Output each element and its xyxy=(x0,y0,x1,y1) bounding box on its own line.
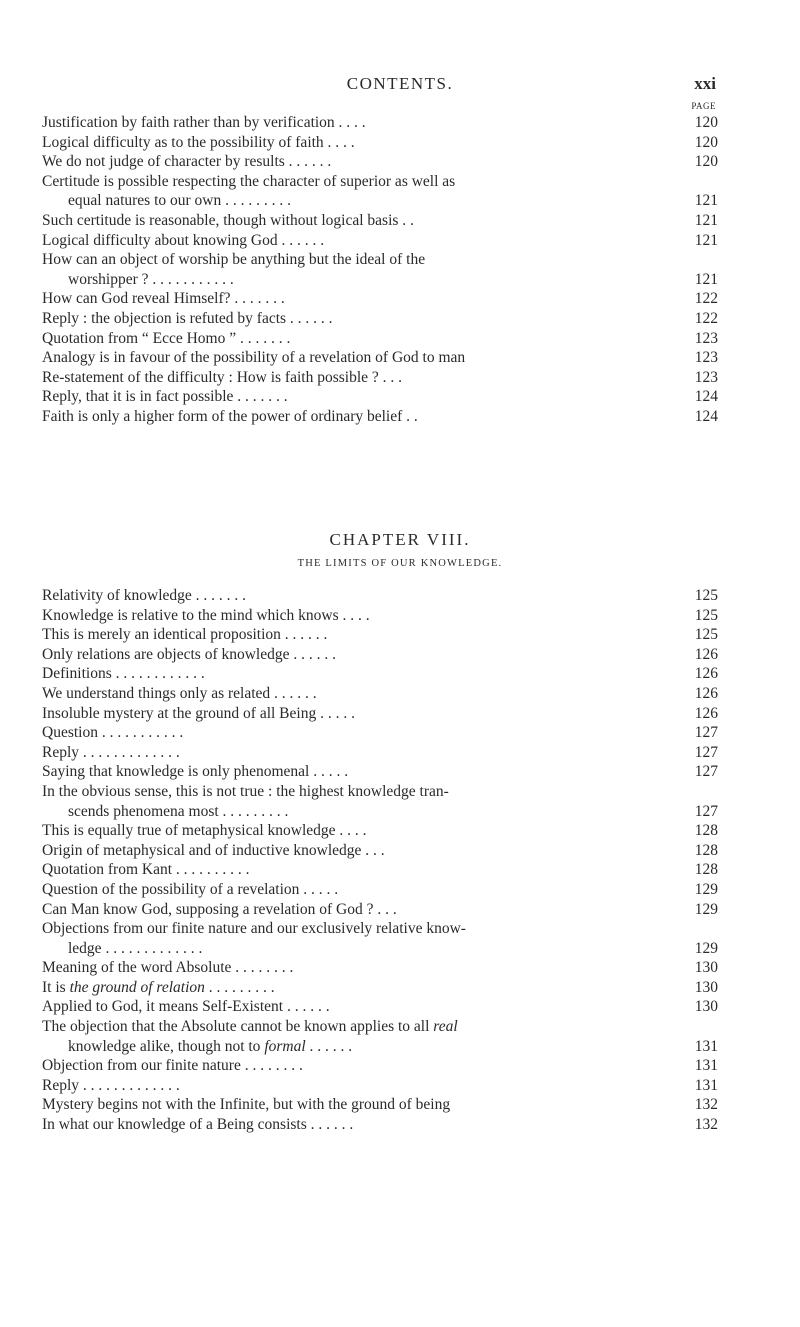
contents-entry xyxy=(42,289,718,309)
contents-entry xyxy=(42,704,718,724)
contents-entry xyxy=(42,919,718,939)
entry-text xyxy=(42,1017,458,1037)
entry-text: Applied to God, it means Self-Existent . . . . . . xyxy=(42,998,330,1016)
entry-text: Faith is only a higher form of the power of ordinary belief . . xyxy=(42,407,418,425)
contents-entry xyxy=(42,1037,718,1057)
contents-entry xyxy=(42,939,718,959)
entry-page-number: 121 xyxy=(694,231,718,249)
contents-entry xyxy=(42,1056,718,1076)
entry-text: Justification by faith rather than by verification . . . . xyxy=(42,114,366,131)
entry-page-number: 126 xyxy=(694,684,718,702)
entry-text: Analogy is in favour of the possibility of a revelation of God to man xyxy=(42,349,466,367)
entry-page-number: 127 xyxy=(694,724,718,742)
entry-text: scends phenomena most . . . . . . . . . xyxy=(68,802,289,820)
entry-text: Reply, that it is in fact possible . . . . . . . xyxy=(42,388,288,406)
entry-text: How can God reveal Himself? . . . . . . . xyxy=(42,290,285,308)
contents-entry xyxy=(42,211,718,231)
entry-text: We do not judge of character by results . . . . . . xyxy=(42,153,332,171)
entry-page-number: 123 xyxy=(694,349,718,367)
entry-text-italic: real xyxy=(433,1018,458,1036)
contents-entry xyxy=(42,723,718,743)
contents-entry xyxy=(42,606,718,626)
entry-text: worshipper ? . . . . . . . . . . . xyxy=(68,270,234,288)
entry-page-number: 129 xyxy=(694,900,718,918)
entry-text: Objections from our finite nature and our exclusively relative know- xyxy=(42,920,466,938)
entry-text: Such certitude is reasonable, though without logical basis . . xyxy=(42,211,414,229)
entry-page-number: 123 xyxy=(694,329,718,347)
entry-text-part: The objection that the Absolute cannot be known applies to all xyxy=(42,1018,434,1036)
entry-text-part: knowledge alike, though not to xyxy=(68,1037,265,1055)
contents-entry xyxy=(42,586,718,606)
entry-page-number: 132 xyxy=(694,1096,718,1114)
entry-page-number: 128 xyxy=(694,841,718,859)
entry-page-number: 126 xyxy=(694,665,718,683)
contents-entry xyxy=(42,743,718,763)
entry-page-number: 129 xyxy=(694,939,718,957)
entry-text: equal natures to our own . . . . . . . . . xyxy=(68,192,291,210)
entry-text: Origin of metaphysical and of inductive knowledge . . . xyxy=(42,841,385,859)
contents-entry xyxy=(42,270,718,290)
contents-entry xyxy=(42,191,718,211)
entry-text: We understand things only as related . . . . . . xyxy=(42,684,317,702)
chapter-heading: CHAPTER VIII. xyxy=(329,530,471,549)
entry-page-number: 132 xyxy=(694,1116,718,1134)
contents-entry xyxy=(42,1017,718,1037)
entry-page-number: 122 xyxy=(694,309,718,327)
entry-text: In the obvious sense, this is not true : the highest knowledge tran- xyxy=(42,782,449,800)
contents-entry xyxy=(42,133,718,153)
entry-page-number: 131 xyxy=(694,1057,718,1075)
contents-entry xyxy=(42,997,718,1017)
contents-entry xyxy=(42,958,718,978)
contents-entry xyxy=(42,152,718,172)
entry-text: Saying that knowledge is only phenomenal . . . . . xyxy=(42,763,349,781)
contents-entry xyxy=(42,821,718,841)
entry-page-number: 125 xyxy=(694,626,718,644)
contents-entry xyxy=(42,900,718,920)
contents-entry xyxy=(42,387,718,407)
contents-entry xyxy=(42,762,718,782)
contents-entry xyxy=(42,329,718,349)
entry-page-number: 123 xyxy=(694,368,718,386)
entry-page-number: 124 xyxy=(694,407,718,425)
entry-text: How can an object of worship be anything but the ideal of the xyxy=(42,251,426,269)
entry-text-italic: the ground of relation xyxy=(69,978,205,996)
entry-text: This is equally true of metaphysical knowledge . . . . xyxy=(42,822,367,840)
entry-text: Relativity of knowledge . . . . . . . xyxy=(42,587,247,604)
entry-text: Certitude is possible respecting the character of superior as well as xyxy=(42,172,456,190)
entry-text: Quotation from “ Ecce Homo ” . . . . . . . xyxy=(42,329,291,347)
entry-page-number: 130 xyxy=(694,998,718,1016)
contents-list-chapter-vii xyxy=(42,113,718,427)
entry-page-number: 120 xyxy=(694,133,718,151)
entry-page-number: 126 xyxy=(694,704,718,722)
contents-entry xyxy=(42,250,718,270)
entry-text: Knowledge is relative to the mind which knows . . . . xyxy=(42,606,370,624)
entry-text: Quotation from Kant . . . . . . . . . . xyxy=(42,861,250,879)
contents-entry xyxy=(42,645,718,665)
contents-list-chapter-viii xyxy=(42,586,718,1135)
entry-text: Mystery begins not with the Infinite, but with the ground of being xyxy=(42,1096,451,1114)
running-head xyxy=(0,74,800,96)
contents-entry xyxy=(42,231,718,251)
entry-page-number: 131 xyxy=(694,1037,718,1055)
page-column-label: PAGE xyxy=(691,101,716,111)
entry-page-number: 125 xyxy=(694,606,718,624)
running-head-page-number: xxi xyxy=(694,74,716,93)
contents-entry xyxy=(42,664,718,684)
contents-entry xyxy=(42,113,718,133)
entry-text: Only relations are objects of knowledge . . . . . . xyxy=(42,645,336,663)
chapter-subtitle: THE LIMITS OF OUR KNOWLEDGE. xyxy=(297,558,503,569)
entry-text: Can Man know God, supposing a revelation of God ? . . . xyxy=(42,900,397,918)
contents-entry xyxy=(42,880,718,900)
entry-text-part: . . . . . . . . . xyxy=(204,978,275,996)
entry-text: Logical difficulty as to the possibility of faith . . . . xyxy=(42,133,355,151)
running-head-title: CONTENTS. xyxy=(346,74,454,93)
contents-entry xyxy=(42,625,718,645)
entry-page-number: 129 xyxy=(694,880,718,898)
entry-text-part: It is xyxy=(42,978,70,996)
contents-entry xyxy=(42,684,718,704)
entry-text-italic: formal xyxy=(264,1037,306,1055)
entry-text: Question . . . . . . . . . . . xyxy=(42,724,184,742)
entry-text xyxy=(42,978,275,998)
entry-text-part: . . . . . . xyxy=(305,1037,353,1055)
entry-text: Reply . . . . . . . . . . . . . xyxy=(42,1076,180,1094)
contents-entry xyxy=(42,1095,718,1115)
entry-text: This is merely an identical proposition . . . . . . xyxy=(42,626,328,644)
entry-page-number: 121 xyxy=(694,192,718,210)
contents-entry xyxy=(42,348,718,368)
entry-page-number: 121 xyxy=(694,211,718,229)
entry-text: ledge . . . . . . . . . . . . . xyxy=(68,939,203,957)
entry-page-number: 126 xyxy=(694,645,718,663)
entry-text: In what our knowledge of a Being consists . . . . . . xyxy=(42,1116,354,1134)
entry-text: Reply : the objection is refuted by facts . . . . . . xyxy=(42,309,333,327)
entry-text: Objection from our finite nature . . . . . . . . xyxy=(42,1057,303,1075)
entry-page-number: 125 xyxy=(694,587,718,604)
entry-page-number: 128 xyxy=(694,822,718,840)
contents-entry xyxy=(42,172,718,192)
entry-text xyxy=(42,1037,352,1057)
entry-text: Insoluble mystery at the ground of all Being . . . . . xyxy=(42,704,355,722)
entry-page-number: 127 xyxy=(694,763,718,781)
entry-text: Reply . . . . . . . . . . . . . xyxy=(42,743,180,761)
entry-page-number: 127 xyxy=(694,743,718,761)
contents-entry xyxy=(42,841,718,861)
entry-text: Question of the possibility of a revelation . . . . . xyxy=(42,880,339,898)
contents-entry xyxy=(42,1115,718,1135)
entry-page-number: 120 xyxy=(694,153,718,171)
contents-entry xyxy=(42,978,718,998)
contents-entry xyxy=(42,782,718,802)
entry-text: Re-statement of the difficulty : How is faith possible ? . . . xyxy=(42,368,403,386)
entry-page-number: 122 xyxy=(694,290,718,308)
contents-entry xyxy=(42,407,718,427)
contents-entry xyxy=(42,860,718,880)
contents-entry xyxy=(42,802,718,822)
entry-text: Meaning of the word Absolute . . . . . . . . xyxy=(42,959,294,977)
entry-page-number: 130 xyxy=(694,959,718,977)
entry-text: Definitions . . . . . . . . . . . . xyxy=(42,665,205,683)
entry-page-number: 124 xyxy=(694,388,718,406)
entry-page-number: 127 xyxy=(694,802,718,820)
contents-entry xyxy=(42,368,718,388)
entry-page-number: 120 xyxy=(694,114,718,131)
contents-entry xyxy=(42,1076,718,1096)
contents-entry xyxy=(42,309,718,329)
entry-page-number: 131 xyxy=(694,1076,718,1094)
entry-page-number: 130 xyxy=(694,978,718,996)
entry-text: Logical difficulty about knowing God . . . . . . xyxy=(42,231,325,249)
entry-page-number: 128 xyxy=(694,861,718,879)
entry-page-number: 121 xyxy=(694,270,718,288)
